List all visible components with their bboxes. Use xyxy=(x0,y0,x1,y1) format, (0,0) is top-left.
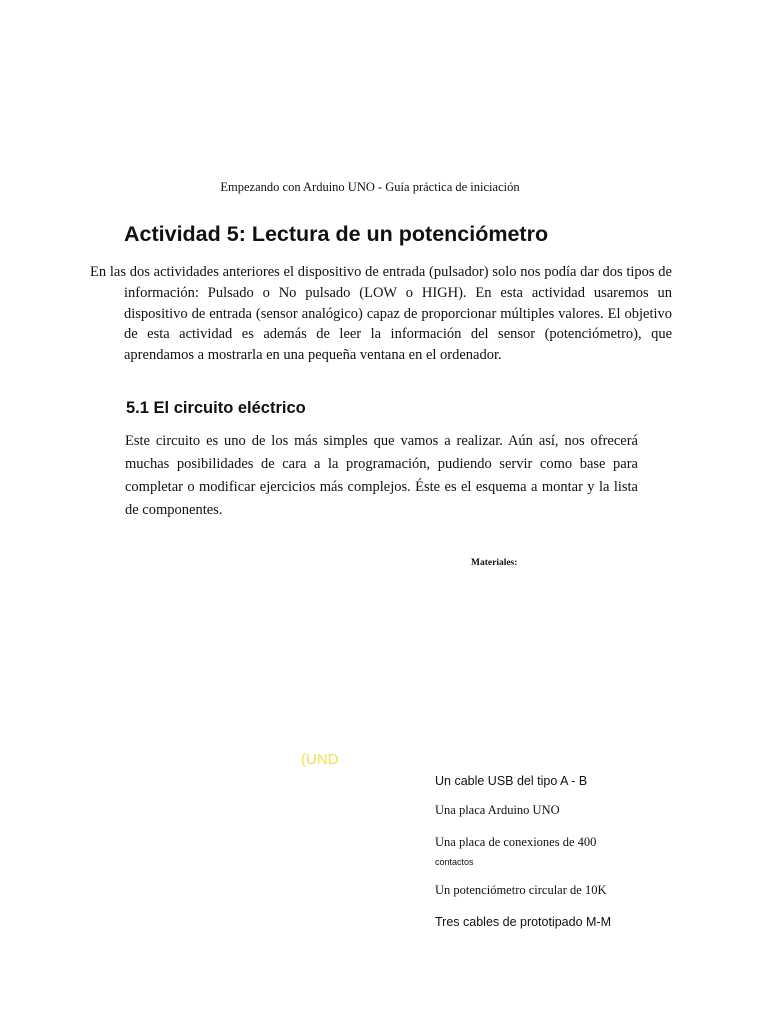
intro-paragraph: En las dos actividades anteriores el dispositivo de entrada (pulsador) solo nos podía dar dos tipos de información: Pulsado o No pulsado (LOW o HIGH). En esta actividad usaremos un dispositivo de entrada (sensor analógico) capaz de proporcionar múltiples valores. El objetivo de esta actividad es además de leer la información del sensor (potenciómetro), que aprendamos a mostrarla en una pequeña ventana en el ordenador. xyxy=(90,264,672,364)
materials-label: Materiales: xyxy=(471,558,518,568)
material-item: Un potenciómetro circular de 10K xyxy=(435,883,607,897)
running-header: Empezando con Arduino UNO - Guía práctica de iniciación xyxy=(220,180,520,194)
image-placeholder-label: (UND xyxy=(301,751,339,768)
material-item: Un cable USB del tipo A - B xyxy=(435,774,588,788)
activity-title: Actividad 5: Lectura de un potenciómetro xyxy=(124,222,549,246)
material-item-continuation: contactos xyxy=(435,857,474,867)
material-item: Una placa Arduino UNO xyxy=(435,803,560,817)
circuit-paragraph: Este circuito es uno de los más simples que vamos a realizar. Aún así, nos ofrecerá muchas posibilidades de cara a la programación, pudiendo servir como base para completar o modificar ejercicios más complejos. Éste es el esquema a montar y la lista de componentes. xyxy=(125,433,638,518)
material-item: Tres cables de prototipado M-M xyxy=(435,915,612,929)
material-item: Una placa de conexiones de 400 xyxy=(435,835,597,849)
section-title: 5.1 El circuito eléctrico xyxy=(126,399,306,417)
